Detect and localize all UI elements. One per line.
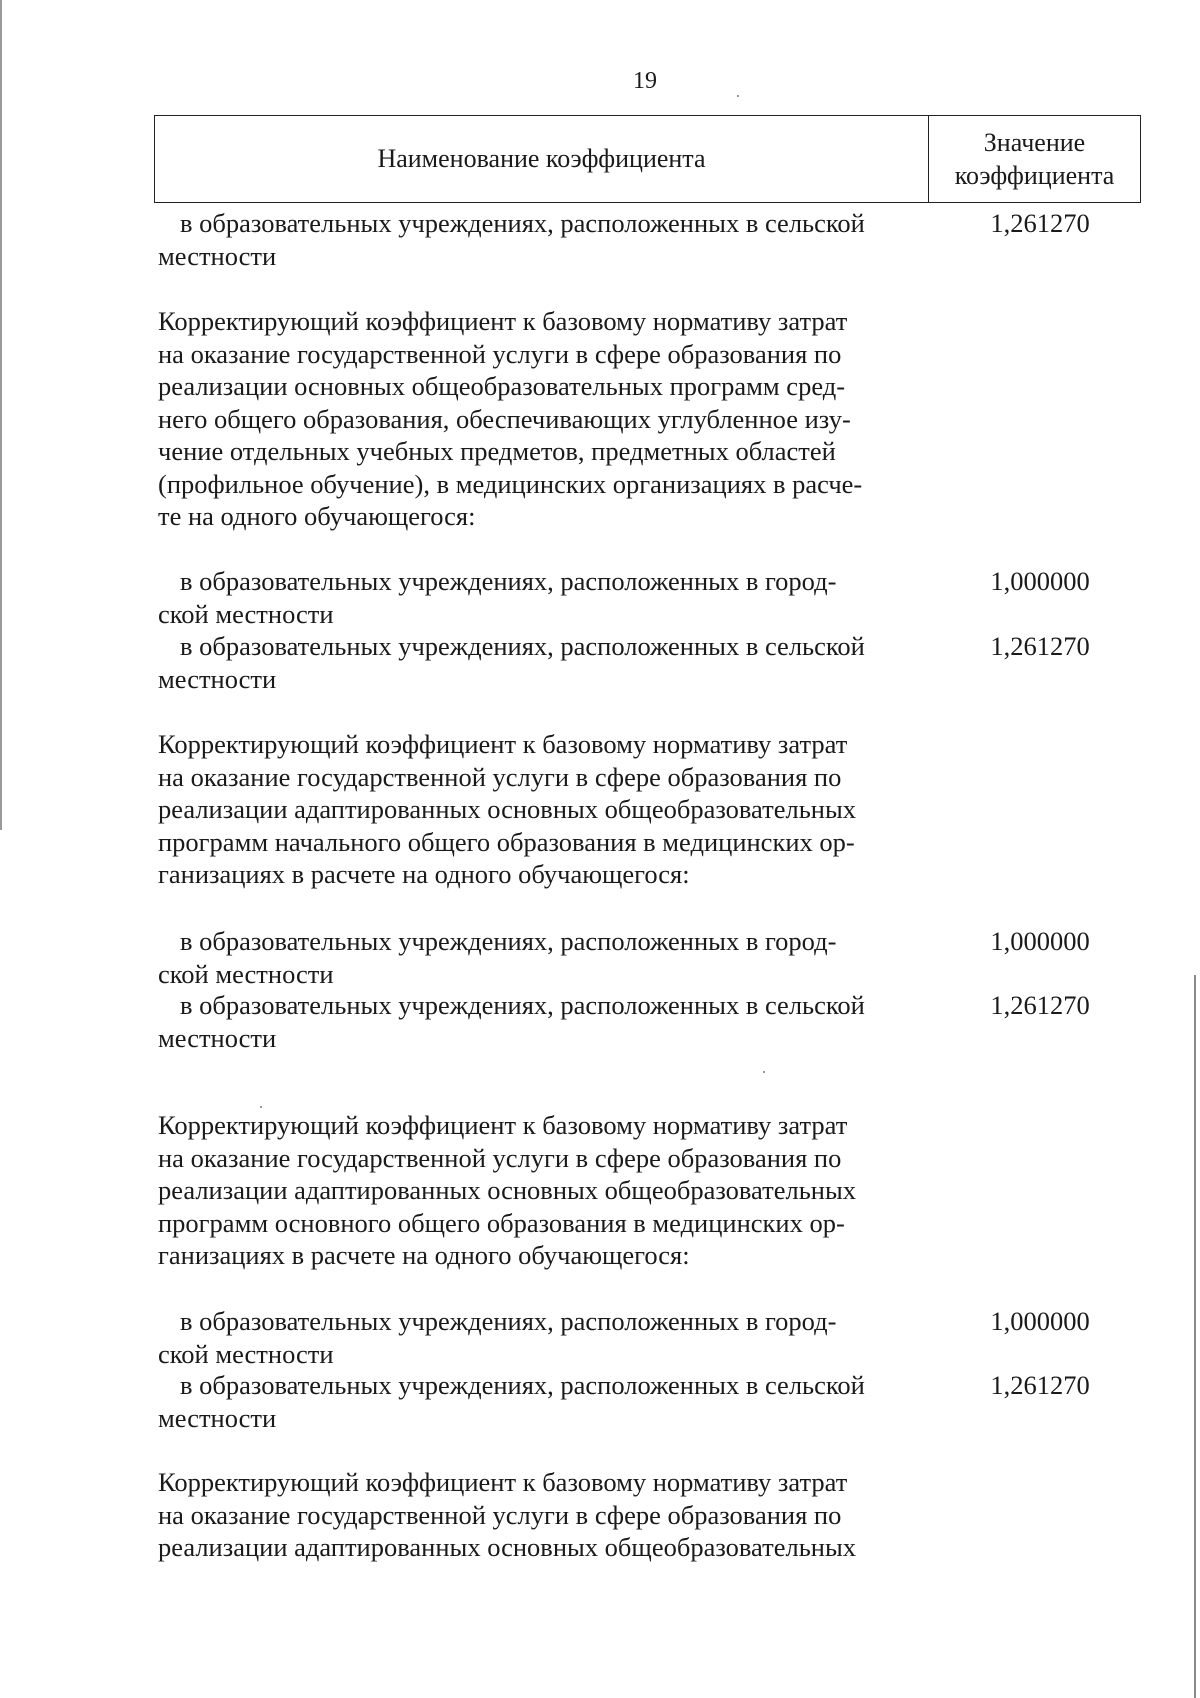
heading-line: программ основного общего образования в медицинских ор- [158,1207,845,1238]
heading-line: Корректирующий коэффициент к базовому нормативу затрат [158,306,848,336]
heading-line: реализации адаптированных основных общеобразовательных [158,1175,857,1205]
heading-line: Корректирующий коэффициент к базовому нормативу затрат [158,1110,848,1140]
heading-line: Корректирующий коэффициент к базовому нормативу затрат [158,1467,848,1497]
header-value-line-1: Значение [983,128,1086,157]
table-row [158,565,914,630]
heading-line: (профильное обучение), в медицинских организациях в расче- [158,468,863,499]
heading-line: на оказание государственной услуги в сфере образования по [158,1142,842,1173]
row-text-line: в образовательных учреждениях, расположенных в сельской [180,631,865,661]
coefficient-heading [158,728,914,891]
table-row [158,1305,914,1370]
header-value-column [929,116,1140,202]
coefficient-heading [158,1109,914,1272]
table-row [158,630,914,695]
row-text-line: местности [158,1022,277,1053]
page-number: 19 [633,68,657,94]
table-row [158,207,914,272]
coefficient-heading [158,1466,914,1564]
row-text-line: ской местности [158,958,334,989]
table-header [154,115,1141,203]
scan-edge-left [0,0,2,830]
row-value: 1,000000 [990,1306,1090,1336]
scan-edge-right [1194,975,1196,1698]
row-text-line: ской местности [158,598,334,629]
row-text-line: местности [158,663,277,694]
heading-line: него общего образования, обеспечивающих углубленное изу- [158,403,851,434]
heading-line: те на одного обучающегося: [158,501,476,531]
heading-line: Корректирующий коэффициент к базовому нормативу затрат [158,729,848,759]
heading-line: на оказание государственной услуги в сфере образования по [158,1499,842,1530]
row-text-line: в образовательных учреждениях, расположенных в сельской [180,1370,865,1400]
heading-line: реализации основных общеобразовательных программ сред- [158,371,846,401]
row-value: 1,261270 [990,208,1090,238]
heading-line: чение отдельных учебных предметов, предметных областей [158,436,836,466]
heading-line: на оказание государственной услуги в сфере образования по [158,761,842,792]
header-name-column: Наименование коэффициента [155,116,929,202]
heading-line: программ начального общего образования в медицинских ор- [158,826,855,857]
scan-speck [763,1071,765,1073]
row-text-line: местности [158,240,277,271]
heading-line: на оказание государственной услуги в сфере образования по [158,338,842,369]
row-value: 1,000000 [990,926,1090,956]
heading-line: реализации адаптированных основных общеобразовательных [158,1532,857,1562]
row-text-line: местности [158,1402,277,1433]
heading-line: реализации адаптированных основных общеобразовательных [158,794,857,824]
row-value: 1,000000 [990,566,1090,596]
row-text-line: в образовательных учреждениях, расположенных в сельской [180,990,865,1020]
table-row [158,989,914,1054]
table-row [158,925,914,990]
heading-line: ганизациях в расчете на одного обучающегося: [158,859,690,889]
row-text-line: в образовательных учреждениях, расположенных в город- [180,566,837,596]
header-value-line-2: коэффициента [954,161,1115,190]
row-text-line: в образовательных учреждениях, расположенных в город- [180,926,837,956]
row-text-line: в образовательных учреждениях, расположенных в сельской [180,208,865,238]
scan-speck [737,95,739,97]
row-value: 1,261270 [990,990,1090,1020]
row-text-line: ской местности [158,1338,334,1369]
row-value: 1,261270 [990,1370,1090,1400]
heading-line: ганизациях в расчете на одного обучающегося: [158,1240,690,1270]
row-text-line: в образовательных учреждениях, расположенных в город- [180,1306,837,1336]
scan-speck [260,1106,262,1108]
row-value: 1,261270 [990,631,1090,661]
coefficient-heading [158,305,914,533]
table-row [158,1369,914,1434]
